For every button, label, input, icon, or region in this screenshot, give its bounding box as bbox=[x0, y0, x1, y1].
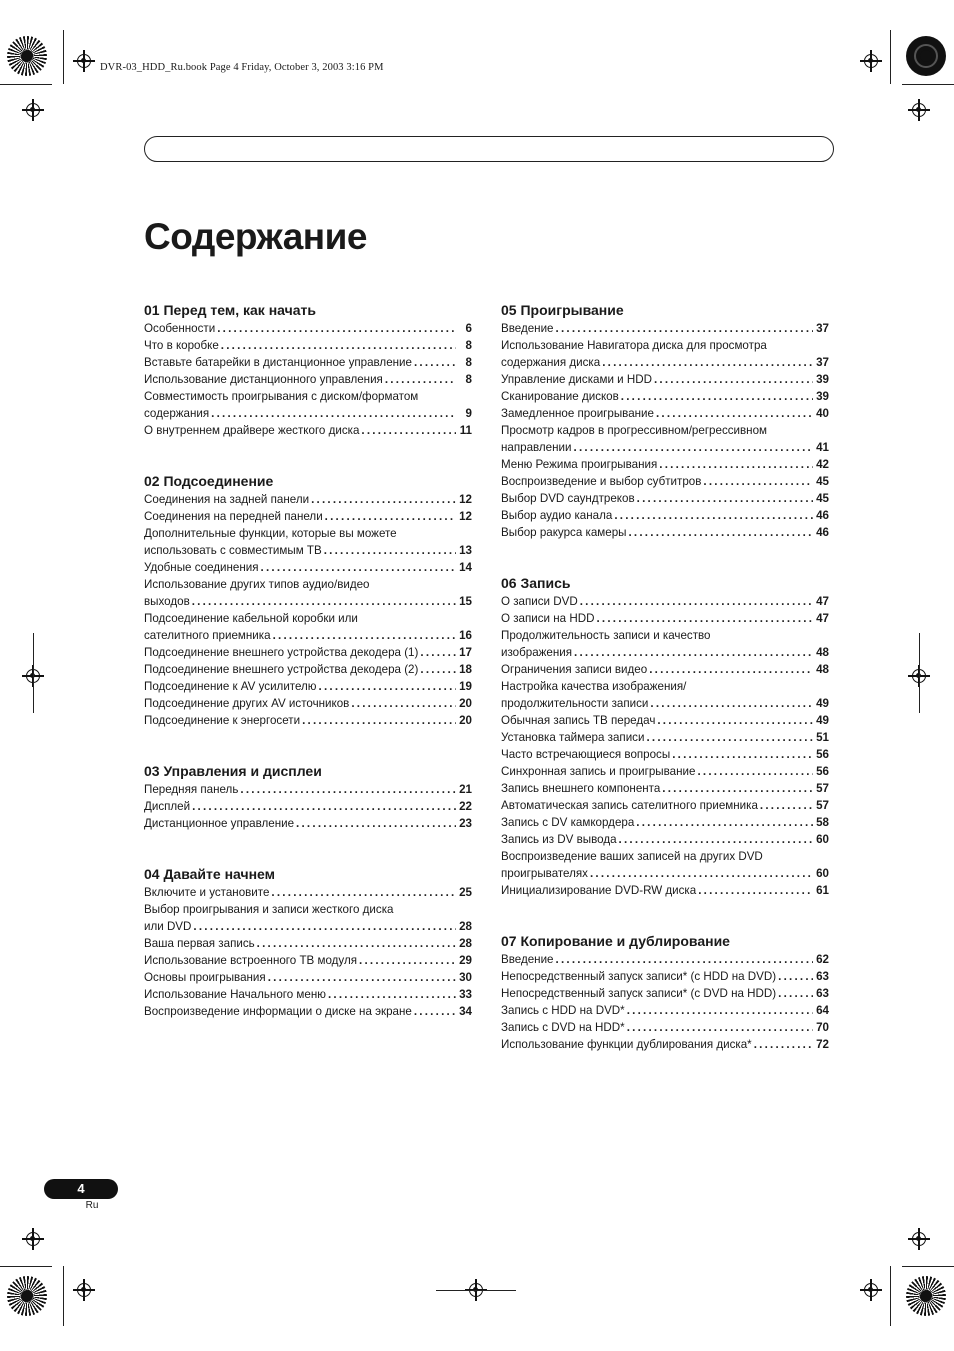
toc-entry[interactable] bbox=[144, 884, 472, 901]
crosshair-mark-icon bbox=[22, 1228, 44, 1250]
toc-entry-text: Использование других типов аудио/видео bbox=[144, 578, 370, 591]
toc-page-number: 42 bbox=[816, 458, 829, 471]
toc-entry[interactable] bbox=[144, 525, 472, 559]
crop-mark bbox=[890, 30, 891, 84]
dot-leader bbox=[619, 831, 813, 848]
dot-leader bbox=[650, 695, 813, 712]
toc-page-number: 72 bbox=[816, 1038, 829, 1051]
toc-page-number: 62 bbox=[816, 953, 829, 966]
toc-entry-text: Использование Начального меню bbox=[144, 988, 326, 1001]
toc-entry[interactable] bbox=[501, 746, 829, 763]
toc-entry-text: Выбор DVD саундтреков bbox=[501, 492, 635, 505]
section-heading: 04 Давайте начнем bbox=[144, 866, 276, 882]
toc-page-number: 20 bbox=[459, 714, 472, 727]
toc-page-number: 45 bbox=[816, 492, 829, 505]
section-heading: 06 Запись bbox=[501, 575, 571, 591]
toc-entry-text: продолжительности записи bbox=[501, 697, 649, 710]
dot-leader bbox=[328, 986, 456, 1003]
dot-leader bbox=[296, 815, 456, 832]
toc-entry[interactable] bbox=[501, 490, 829, 507]
section-heading: 03 Управления и дисплеи bbox=[144, 763, 322, 779]
toc-entry[interactable] bbox=[144, 798, 472, 815]
dot-leader bbox=[627, 1002, 813, 1019]
toc-entry-text: Запись с HDD на DVD* bbox=[501, 1004, 625, 1017]
language-label: Ru bbox=[85, 1200, 99, 1211]
toc-entry-text: использовать с совместимым ТВ bbox=[144, 544, 322, 557]
section-heading: 07 Копирование и дублирование bbox=[501, 933, 730, 949]
toc-entry[interactable] bbox=[501, 1019, 829, 1036]
dot-leader bbox=[261, 559, 456, 576]
toc-entry-text: Использование функции дублирования диска* bbox=[501, 1038, 752, 1051]
toc-entry-text: Воспроизведение информации о диске на экране bbox=[144, 1005, 412, 1018]
toc-page-number: 57 bbox=[816, 799, 829, 812]
crosshair-mark-icon bbox=[908, 99, 930, 121]
toc-page-number: 63 bbox=[816, 970, 829, 983]
crosshair-mark-icon bbox=[73, 50, 95, 72]
section-heading: 01 Перед тем, как начать bbox=[144, 302, 316, 318]
toc-entry-text: Вставьте батарейки в дистанционное управление bbox=[144, 356, 412, 369]
toc-entry[interactable] bbox=[501, 320, 829, 337]
toc-page-number: 16 bbox=[459, 629, 472, 642]
toc-page-number: 37 bbox=[816, 322, 829, 335]
toc-entry[interactable] bbox=[501, 831, 829, 848]
toc-entry[interactable] bbox=[144, 678, 472, 695]
toc-entry-text: Дисплей bbox=[144, 800, 191, 813]
dot-leader bbox=[703, 473, 813, 490]
toc-entry-text: Подсоединение к AV усилителю bbox=[144, 680, 317, 693]
dot-leader bbox=[656, 405, 813, 422]
dot-leader bbox=[580, 593, 813, 610]
dot-leader bbox=[271, 884, 456, 901]
toc-entry[interactable] bbox=[144, 935, 472, 952]
toc-page-number: 23 bbox=[459, 817, 472, 830]
crop-mark bbox=[919, 633, 920, 713]
toc-entry[interactable] bbox=[144, 508, 472, 525]
toc-entry-text: Непосредственный запуск записи* (с DVD на HDD) bbox=[501, 987, 777, 1000]
dot-leader bbox=[657, 712, 813, 729]
toc-entry[interactable] bbox=[501, 593, 829, 610]
toc-page-number: 49 bbox=[816, 697, 829, 710]
toc-page-number: 56 bbox=[816, 765, 829, 778]
dot-leader bbox=[268, 969, 456, 986]
dot-leader bbox=[240, 781, 456, 798]
dot-leader bbox=[754, 1036, 813, 1053]
toc-entry-text: Меню Режима проигрывания bbox=[501, 458, 658, 471]
toc-page-number: 34 bbox=[459, 1005, 472, 1018]
toc-entry[interactable] bbox=[144, 491, 472, 508]
dot-leader bbox=[217, 320, 456, 337]
toc-entry-text: проигрывателях bbox=[501, 867, 588, 880]
dot-leader bbox=[420, 644, 456, 661]
toc-entry-text: Подсоединение внешнего устройства декодера (1) bbox=[144, 646, 419, 659]
registration-rosette-icon bbox=[7, 1276, 47, 1316]
toc-page-number: 57 bbox=[816, 782, 829, 795]
dot-leader bbox=[636, 814, 813, 831]
toc-page-number: 60 bbox=[816, 833, 829, 846]
toc-entry[interactable] bbox=[501, 882, 829, 899]
toc-entry-text: Воспроизведение ваших записей на других DVD bbox=[501, 850, 763, 863]
section-heading: 05 Проигрывание bbox=[501, 302, 624, 318]
toc-entry-text: Соединения на задней панели bbox=[144, 493, 310, 506]
toc-entry-text: Особенности bbox=[144, 322, 216, 335]
toc-entry-text: Передняя панель bbox=[144, 783, 239, 796]
toc-entry[interactable] bbox=[144, 952, 472, 969]
dot-leader bbox=[192, 593, 456, 610]
toc-entry[interactable] bbox=[501, 780, 829, 797]
toc-entry[interactable] bbox=[501, 985, 829, 1002]
toc-page-number: 20 bbox=[459, 697, 472, 710]
dot-leader bbox=[627, 1019, 813, 1036]
toc-entry[interactable] bbox=[144, 576, 472, 610]
toc-entry[interactable] bbox=[144, 388, 472, 422]
toc-entry[interactable] bbox=[501, 729, 829, 746]
toc-page-number: 18 bbox=[459, 663, 472, 676]
toc-entry-text: Управление дисками и HDD bbox=[501, 373, 652, 386]
toc-page-number: 47 bbox=[816, 612, 829, 625]
dot-leader bbox=[257, 935, 456, 952]
toc-entry[interactable] bbox=[501, 456, 829, 473]
crosshair-mark-icon bbox=[860, 50, 882, 72]
dot-leader bbox=[672, 746, 813, 763]
dot-leader bbox=[778, 968, 813, 985]
toc-entry-text: Удобные соединения bbox=[144, 561, 259, 574]
toc-page-number: 46 bbox=[816, 526, 829, 539]
toc-entry-text: Воспроизведение и выбор субтитров bbox=[501, 475, 702, 488]
crop-mark bbox=[0, 1266, 52, 1267]
toc-entry[interactable] bbox=[501, 848, 829, 882]
toc-entry-text: или DVD bbox=[144, 920, 192, 933]
crosshair-mark-icon bbox=[22, 99, 44, 121]
toc-entry-text: содержания диска bbox=[501, 356, 601, 369]
toc-section bbox=[144, 301, 472, 439]
toc-entry-text: Дистанционное управление bbox=[144, 817, 295, 830]
file-info: DVR-03_HDD_Ru.book Page 4 Friday, October 3, 2003 3:16 PM bbox=[100, 62, 384, 73]
crosshair-mark-icon bbox=[73, 1279, 95, 1301]
toc-entry[interactable] bbox=[144, 712, 472, 729]
toc-entry[interactable] bbox=[144, 815, 472, 832]
toc-entry-text: Запись с DVD на HDD* bbox=[501, 1021, 625, 1034]
crop-mark bbox=[63, 1266, 64, 1326]
toc-page-number: 51 bbox=[816, 731, 829, 744]
crop-mark bbox=[902, 84, 954, 85]
crop-mark bbox=[436, 1290, 516, 1291]
toc-entry-text: Дополнительные функции, которые вы можете bbox=[144, 527, 397, 540]
header-bar bbox=[144, 136, 834, 162]
toc-entry-text: Синхронная запись и проигрывание bbox=[501, 765, 696, 778]
toc-page-number: 22 bbox=[459, 800, 472, 813]
dot-leader bbox=[654, 371, 813, 388]
dot-leader bbox=[325, 508, 456, 525]
crop-mark bbox=[0, 84, 52, 85]
toc-entry[interactable] bbox=[144, 661, 472, 678]
toc-entry-text: Совместимость проигрывания с диском/форматом bbox=[144, 390, 419, 403]
toc-entry[interactable] bbox=[144, 901, 472, 935]
toc-entry[interactable] bbox=[144, 354, 472, 371]
dot-leader bbox=[596, 610, 813, 627]
toc-page-number: 9 bbox=[465, 407, 472, 420]
toc-page-number: 8 bbox=[465, 339, 472, 352]
toc-page-number: 46 bbox=[816, 509, 829, 522]
toc-page-number: 13 bbox=[459, 544, 472, 557]
toc-entry-text: Использование встроенного ТВ модуля bbox=[144, 954, 357, 967]
toc-column-left bbox=[144, 301, 472, 1053]
toc-entry-text: Установка таймера записи bbox=[501, 731, 645, 744]
registration-rosette-icon bbox=[906, 1276, 946, 1316]
toc-page-number: 58 bbox=[816, 816, 829, 829]
crop-mark bbox=[33, 633, 34, 713]
dot-leader bbox=[614, 507, 813, 524]
toc-page-number: 39 bbox=[816, 373, 829, 386]
toc-page-number: 39 bbox=[816, 390, 829, 403]
toc-entry-text: Подсоединение других AV источников bbox=[144, 697, 350, 710]
page-title: Содержание bbox=[144, 216, 367, 257]
crosshair-mark-icon bbox=[860, 1279, 882, 1301]
toc-entry-text: Настройка качества изображения/ bbox=[501, 680, 687, 693]
dot-leader bbox=[302, 712, 456, 729]
toc-entry[interactable] bbox=[144, 969, 472, 986]
toc-section bbox=[144, 762, 472, 832]
dot-leader bbox=[659, 456, 813, 473]
toc-page-number: 8 bbox=[465, 373, 472, 386]
toc-entry-text: Выбор ракурса камеры bbox=[501, 526, 627, 539]
toc-section bbox=[144, 472, 472, 729]
toc-entry-text: Ограничения записи видео bbox=[501, 663, 648, 676]
toc-entry[interactable] bbox=[501, 968, 829, 985]
toc-entry-text: Просмотр кадров в прогрессивном/регрессивном bbox=[501, 424, 768, 437]
toc-page-number: 14 bbox=[459, 561, 472, 574]
crop-mark bbox=[902, 1266, 954, 1267]
toc-entry-text: О записи на HDD bbox=[501, 612, 595, 625]
registration-rosette-icon bbox=[7, 36, 47, 76]
toc-entry[interactable] bbox=[501, 1036, 829, 1053]
toc-entry[interactable] bbox=[501, 1002, 829, 1019]
dot-leader bbox=[361, 422, 456, 439]
toc-section bbox=[501, 932, 829, 1053]
toc-entry-text: Соединения на передней панели bbox=[144, 510, 323, 523]
toc-entry-text: Ваша первая запись bbox=[144, 937, 255, 950]
dot-leader bbox=[697, 763, 813, 780]
dot-leader bbox=[211, 405, 456, 422]
toc-page-number: 47 bbox=[816, 595, 829, 608]
toc-page-number: 29 bbox=[459, 954, 472, 967]
registration-rosette-icon bbox=[906, 36, 946, 76]
toc-entry-text: Подсоединение внешнего устройства декодера (2) bbox=[144, 663, 419, 676]
toc-entry-text: направлении bbox=[501, 441, 572, 454]
toc-entry[interactable] bbox=[501, 524, 829, 541]
dot-leader bbox=[414, 354, 456, 371]
toc-entry[interactable] bbox=[144, 337, 472, 354]
section-heading: 02 Подсоединение bbox=[144, 473, 274, 489]
toc-page-number: 41 bbox=[816, 441, 829, 454]
toc-page-number: 40 bbox=[816, 407, 829, 420]
dot-leader bbox=[662, 780, 813, 797]
toc-column-right bbox=[501, 301, 829, 1086]
toc-page-number: 8 bbox=[465, 356, 472, 369]
dot-leader bbox=[574, 644, 813, 661]
dot-leader bbox=[649, 661, 813, 678]
toc-entry[interactable] bbox=[501, 951, 829, 968]
dot-leader bbox=[324, 542, 456, 559]
toc-entry-text: Запись внешнего компонента bbox=[501, 782, 661, 795]
toc-page-number: 49 bbox=[816, 714, 829, 727]
toc-entry[interactable] bbox=[144, 695, 472, 712]
toc-entry-text: Введение bbox=[501, 953, 554, 966]
toc-entry-text: Запись из DV вывода bbox=[501, 833, 617, 846]
toc-page-number: 25 bbox=[459, 886, 472, 899]
toc-entry-text: Продолжительность записи и качество bbox=[501, 629, 711, 642]
dot-leader bbox=[359, 952, 456, 969]
toc-entry-text: Включите и установите bbox=[144, 886, 270, 899]
toc-page-number: 33 bbox=[459, 988, 472, 1001]
dot-leader bbox=[590, 865, 813, 882]
toc-entry-text: Введение bbox=[501, 322, 554, 335]
dot-leader bbox=[192, 798, 456, 815]
dot-leader bbox=[385, 371, 456, 388]
toc-entry-text: выходов bbox=[144, 595, 190, 608]
toc-entry[interactable] bbox=[144, 559, 472, 576]
toc-page-number: 37 bbox=[816, 356, 829, 369]
toc-entry-text: Непосредственный запуск записи* (с HDD на DVD) bbox=[501, 970, 777, 983]
toc-page-number: 64 bbox=[816, 1004, 829, 1017]
toc-entry[interactable] bbox=[501, 388, 829, 405]
dot-leader bbox=[319, 678, 456, 695]
dot-leader bbox=[621, 388, 813, 405]
dot-leader bbox=[628, 524, 813, 541]
toc-entry[interactable] bbox=[501, 473, 829, 490]
dot-leader bbox=[698, 882, 813, 899]
toc-entry-text: изображения bbox=[501, 646, 573, 659]
toc-page-number: 17 bbox=[459, 646, 472, 659]
toc-section bbox=[501, 301, 829, 541]
crop-mark bbox=[63, 30, 64, 84]
toc-entry-text: О внутреннем драйвере жесткого диска bbox=[144, 424, 360, 437]
toc-entry[interactable] bbox=[144, 320, 472, 337]
toc-page-number: 30 bbox=[459, 971, 472, 984]
toc-entry[interactable] bbox=[144, 781, 472, 798]
dot-leader bbox=[637, 490, 813, 507]
toc-entry-text: О записи DVD bbox=[501, 595, 578, 608]
toc-entry-text: Подсоединение к энергосети bbox=[144, 714, 301, 727]
toc-entry-text: Замедленное проигрывание bbox=[501, 407, 654, 420]
toc-entry[interactable] bbox=[501, 712, 829, 729]
toc-entry[interactable] bbox=[501, 371, 829, 388]
crop-mark bbox=[890, 1266, 891, 1326]
toc-entry-text: Обычная запись ТВ передач bbox=[501, 714, 656, 727]
toc-entry-text: Инициализирование DVD-RW диска bbox=[501, 884, 697, 897]
toc-entry-text: Что в коробке bbox=[144, 339, 219, 352]
crosshair-mark-icon bbox=[908, 1228, 930, 1250]
toc-page-number: 60 bbox=[816, 867, 829, 880]
toc-entry[interactable] bbox=[501, 814, 829, 831]
toc-page-number: 45 bbox=[816, 475, 829, 488]
dot-leader bbox=[351, 695, 456, 712]
toc-entry[interactable] bbox=[501, 337, 829, 371]
toc-entry-text: Запись с DV камкордера bbox=[501, 816, 635, 829]
toc-page-number: 63 bbox=[816, 987, 829, 1000]
toc-section bbox=[144, 865, 472, 1020]
toc-entry-text: Автоматическая запись сателитного приемника bbox=[501, 799, 758, 812]
toc-page-number: 61 bbox=[816, 884, 829, 897]
toc-entry[interactable] bbox=[501, 678, 829, 712]
dot-leader bbox=[760, 797, 813, 814]
toc-entry-text: Выбор проигрывания и записи жесткого диска bbox=[144, 903, 394, 916]
dot-leader bbox=[574, 439, 814, 456]
toc-entry[interactable] bbox=[501, 422, 829, 456]
toc-page-number: 48 bbox=[816, 663, 829, 676]
toc-entry[interactable] bbox=[144, 422, 472, 439]
toc-entry[interactable] bbox=[144, 371, 472, 388]
toc-page-number: 12 bbox=[459, 493, 472, 506]
toc-page-number: 21 bbox=[459, 783, 472, 796]
toc-entry[interactable] bbox=[144, 644, 472, 661]
toc-page-number: 11 bbox=[459, 424, 472, 437]
dot-leader bbox=[414, 1003, 456, 1020]
dot-leader bbox=[556, 320, 814, 337]
dot-leader bbox=[556, 951, 814, 968]
dot-leader bbox=[602, 354, 813, 371]
toc-page-number: 19 bbox=[459, 680, 472, 693]
toc-entry[interactable] bbox=[144, 1003, 472, 1020]
dot-leader bbox=[273, 627, 456, 644]
toc-section bbox=[501, 574, 829, 899]
toc-entry[interactable] bbox=[501, 627, 829, 661]
toc-entry[interactable] bbox=[501, 507, 829, 524]
toc-entry[interactable] bbox=[501, 405, 829, 422]
toc-entry-text: Использование Навигатора диска для просмотра bbox=[501, 339, 767, 352]
toc-entry[interactable] bbox=[501, 661, 829, 678]
dot-leader bbox=[778, 985, 813, 1002]
toc-entry-text: Выбор аудио канала bbox=[501, 509, 613, 522]
page-number-badge: 4 bbox=[44, 1179, 118, 1199]
toc-page-number: 15 bbox=[459, 595, 472, 608]
toc-entry[interactable] bbox=[501, 797, 829, 814]
toc-page-number: 6 bbox=[465, 322, 472, 335]
dot-leader bbox=[193, 918, 456, 935]
toc-entry-text: Основы проигрывания bbox=[144, 971, 266, 984]
toc-entry[interactable] bbox=[501, 763, 829, 780]
dot-leader bbox=[420, 661, 456, 678]
toc-page-number: 28 bbox=[459, 920, 472, 933]
toc-entry-text: Часто встречающиеся вопросы bbox=[501, 748, 671, 761]
toc-entry-text: Подсоединение кабельной коробки или bbox=[144, 612, 358, 625]
toc-entry-text: содержания bbox=[144, 407, 210, 420]
dot-leader bbox=[311, 491, 456, 508]
toc-page-number: 12 bbox=[459, 510, 472, 523]
toc-page-number: 48 bbox=[816, 646, 829, 659]
dot-leader bbox=[221, 337, 456, 354]
toc-entry-text: сателитного приемника bbox=[144, 629, 271, 642]
toc-page-number: 56 bbox=[816, 748, 829, 761]
toc-page-number: 70 bbox=[816, 1021, 829, 1034]
toc-page-number: 28 bbox=[459, 937, 472, 950]
dot-leader bbox=[646, 729, 813, 746]
toc-entry[interactable] bbox=[501, 610, 829, 627]
toc-entry-text: Использование дистанционного управления bbox=[144, 373, 383, 386]
toc-entry[interactable] bbox=[144, 610, 472, 644]
toc-entry[interactable] bbox=[144, 986, 472, 1003]
toc-entry-text: Сканирование дисков bbox=[501, 390, 619, 403]
